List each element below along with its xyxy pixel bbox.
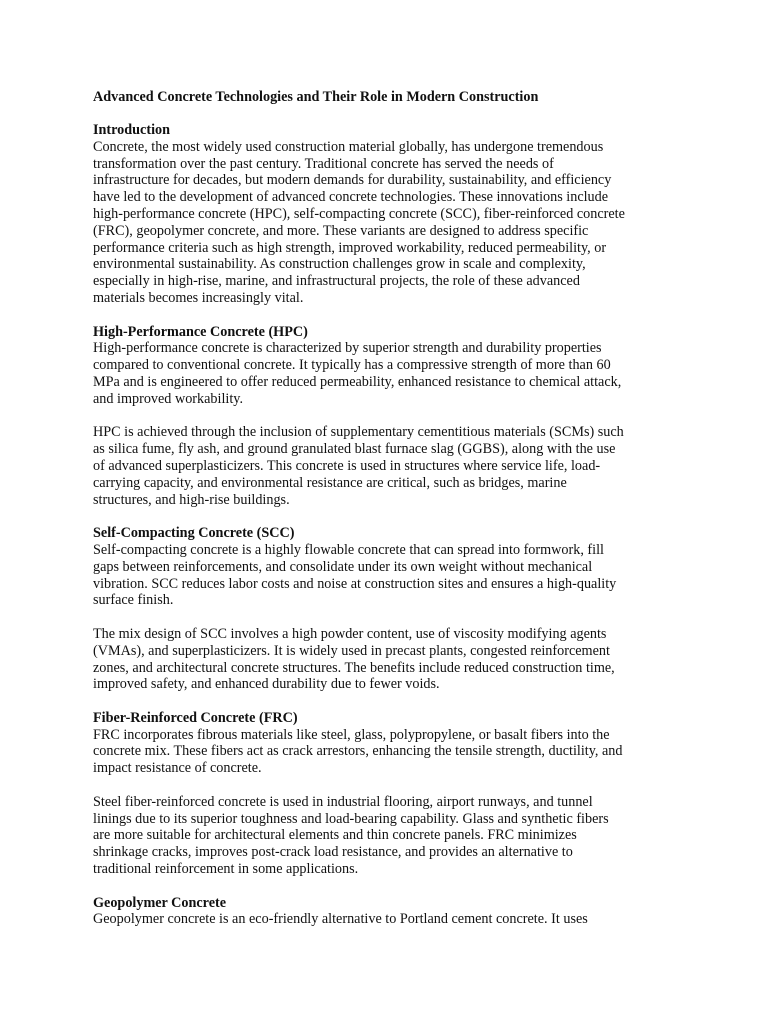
- section-spacer: [93, 878, 685, 895]
- document-body: [93, 122, 685, 928]
- section-spacer: [93, 307, 685, 324]
- paragraph: [93, 424, 685, 508]
- text-line: (FRC), geopolymer concrete, and more. These variants are designed to address specific: [93, 222, 589, 239]
- text-line: shrinkage cracks, improves post-crack load resistance, and provides an alternative to: [93, 844, 573, 861]
- section-spacer: [93, 508, 685, 525]
- text-line: materials becomes increasingly vital.: [93, 289, 304, 306]
- text-line: performance criteria such as high strength, improved workability, reduced permeability, or: [93, 239, 607, 256]
- paragraph: [93, 626, 685, 693]
- section-2: [93, 324, 685, 509]
- text-line: have led to the development of advanced concrete technologies. These innovations include: [93, 189, 609, 206]
- text-line: (VMAs), and superplasticizers. It is widely used in precast plants, congested reinforcement: [93, 642, 610, 659]
- text-line: impact resistance of concrete.: [93, 760, 262, 777]
- text-line: traditional reinforcement in some applications.: [93, 861, 359, 878]
- text-line: vibration. SCC reduces labor costs and noise at construction sites and ensures a high-quality: [93, 575, 617, 592]
- text-line: gaps between reinforcements, and consolidate under its own weight without mechanical: [93, 558, 593, 575]
- paragraph: [93, 794, 685, 878]
- text-line: FRC incorporates fibrous materials like steel, glass, polypropylene, or basalt fibers into the: [93, 726, 610, 743]
- text-line: Geopolymer concrete is an eco-friendly alternative to Portland cement concrete. It uses: [93, 911, 588, 928]
- section-3: [93, 525, 685, 693]
- text-line: environmental sustainability. As construction challenges grow in scale and complexity,: [93, 256, 586, 273]
- text-line: HPC is achieved through the inclusion of supplementary cementitious materials (SCMs) such: [93, 424, 624, 441]
- text-line: Concrete, the most widely used construction material globally, has undergone tremendous: [93, 138, 604, 155]
- spacer: [93, 106, 685, 122]
- text-line: carrying capacity, and environmental resistance are critical, such as bridges, marine: [93, 474, 567, 491]
- text-line: zones, and architectural concrete structures. The benefits include reduced construction time,: [93, 659, 615, 676]
- text-line: surface finish.: [93, 592, 174, 609]
- paragraph: [93, 911, 685, 928]
- text-line: concrete mix. These fibers act as crack arrestors, enhancing the tensile strength, ductility, and: [93, 743, 623, 760]
- paragraph-spacer: [93, 777, 685, 794]
- text-line: of advanced superplasticizers. This concrete is used in structures where service life, load-: [93, 457, 601, 474]
- section-heading: Fiber-Reinforced Concrete (FRC): [93, 709, 298, 726]
- text-line: linings due to its superior toughness and load-bearing capability. Glass and synthetic fibers: [93, 810, 609, 827]
- paragraph: [93, 542, 685, 609]
- text-line: MPa and is engineered to offer reduced permeability, enhanced resistance to chemical attack,: [93, 373, 622, 390]
- section-heading: Introduction: [93, 122, 170, 138]
- document-title: Advanced Concrete Technologies and Their Role in Modern Construction: [93, 89, 539, 105]
- paragraph: [93, 727, 685, 777]
- section-heading: Geopolymer Concrete: [93, 894, 227, 911]
- paragraph-spacer: [93, 609, 685, 626]
- text-line: infrastructure for decades, but modern demands for durability, sustainability, and efficiency: [93, 172, 612, 189]
- section-4: [93, 710, 685, 878]
- paragraph: [93, 139, 685, 307]
- document-page: [93, 89, 685, 928]
- text-line: are more suitable for architectural elements and thin concrete panels. FRC minimizes: [93, 827, 577, 844]
- text-line: The mix design of SCC involves a high powder content, use of viscosity modifying agents: [93, 625, 607, 642]
- text-line: especially in high-rise, marine, and infrastructural projects, the role of these advanced: [93, 273, 580, 290]
- section-5: [93, 895, 685, 929]
- text-line: High-performance concrete is characterized by superior strength and durability properties: [93, 340, 602, 357]
- text-line: high-performance concrete (HPC), self-compacting concrete (SCC), fiber-reinforced concrete: [93, 205, 625, 222]
- text-line: structures, and high-rise buildings.: [93, 491, 290, 508]
- text-line: transformation over the past century. Traditional concrete has served the needs of: [93, 155, 554, 172]
- section-heading: High-Performance Concrete (HPC): [93, 323, 308, 340]
- text-line: improved safety, and enhanced durability due to fewer voids.: [93, 676, 440, 693]
- section-1: [93, 122, 685, 307]
- section-spacer: [93, 693, 685, 710]
- text-line: compared to conventional concrete. It typically has a compressive strength of more than 60: [93, 357, 611, 374]
- paragraph-spacer: [93, 408, 685, 425]
- text-line: Self-compacting concrete is a highly flowable concrete that can spread into formwork, fill: [93, 541, 604, 558]
- text-line: as silica fume, fly ash, and ground granulated blast furnace slag (GGBS), along with the use: [93, 441, 616, 458]
- paragraph: [93, 340, 685, 407]
- text-line: Steel fiber-reinforced concrete is used in industrial flooring, airport runways, and tunnel: [93, 793, 593, 810]
- text-line: and improved workability.: [93, 390, 243, 407]
- section-heading: Self-Compacting Concrete (SCC): [93, 525, 295, 542]
